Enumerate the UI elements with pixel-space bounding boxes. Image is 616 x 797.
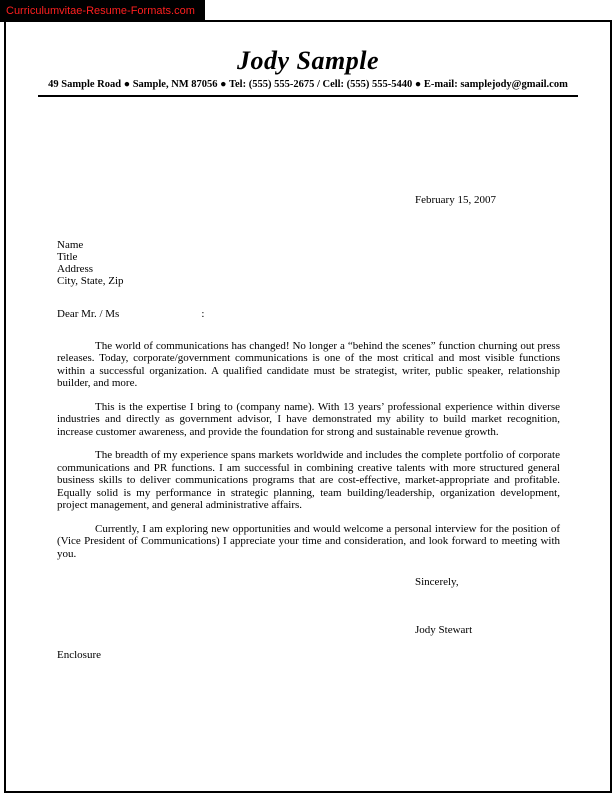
body-paragraph-1: The world of communications has changed! No longer a “behind the scenes” function churning out press releases. Today, corporate/government communications is one of the most critical and most visible functions within a successful organization. A qualified candidate must be strategist, writer, public speaker, relationship builder, and more.	[57, 339, 560, 390]
recipient-city-line: City, State, Zip	[57, 274, 124, 287]
closing-salutation: Sincerely,	[415, 576, 459, 589]
recipient-name-line: Name	[57, 239, 84, 251]
recipient-title-line: Title	[57, 250, 78, 263]
recipient-block	[57, 240, 616, 288]
signature-name: Jody Stewart	[415, 624, 473, 637]
body-paragraph-4: Currently, I am exploring new opportunities and would welcome a personal interview for the position of (Vice President of Communications) I appreciate your time and consideration, and look forward to meeting with you.	[57, 522, 560, 560]
recipient-address-line: Address	[57, 262, 94, 275]
contact-info-line: 49 Sample Road ● Sample, NM 87056 ● Tel: (555) 555-2675 / Cell: (555) 555-5440 ● E-mail: samplejody@gmail.com	[48, 79, 568, 90]
body-paragraph-3: The breadth of my experience spans markets worldwide and includes the complete portfolio of corporate communications and PR functions. I am successful in combining creative talents with more structured general business skills to deliver communications programs that are cost-effective, market-appropriate and profitable. Equally solid is my performance in strategic planning, team building/leadership, organization development, project management, and general administrative affairs.	[57, 449, 560, 512]
letter-author-name: Jody Sample	[237, 46, 379, 75]
site-watermark	[0, 0, 205, 22]
enclosure-note: Enclosure	[57, 649, 101, 662]
salutation-text: Dear Mr. / Ms	[57, 307, 120, 320]
body-paragraph-2: This is the expertise I bring to (company name). With 13 years’ professional experience within diverse industries and directly as government advisor, I have demonstrated my ability to build market recognition, increase customer awareness, and provide the foundation for strong and sustainable revenue growth.	[57, 400, 560, 438]
salutation-colon: :	[201, 307, 205, 320]
salutation-line	[57, 308, 616, 320]
site-watermark-label: Curriculumvitae-Resume-Formats.com	[6, 5, 195, 17]
letter-date: February 15, 2007	[415, 194, 496, 206]
header-divider	[38, 95, 578, 97]
